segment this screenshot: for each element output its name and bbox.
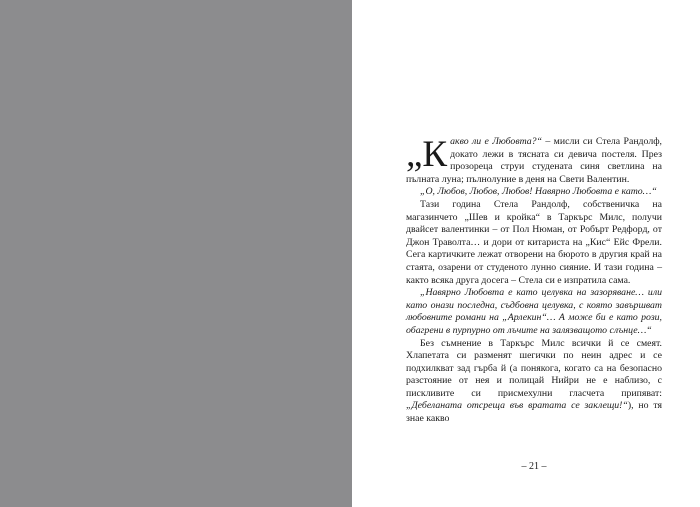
page-number: – 21 – (521, 461, 547, 472)
body-text (406, 136, 662, 426)
paragraph-opening (406, 136, 662, 186)
paragraph-4: „Навярно Любовта е като целувка на зазоряване… или като онази последна, съдбовна целувка, с която завършват любовните романи на „Арлекин“… А може би е като рози, обагрени в пурпурно от лъчите на залязващото слънце…“ (406, 287, 662, 336)
opening-quote: акво ли е Любовта?“ (450, 136, 543, 147)
paragraph-3: Тази година Стела Рандолф, собственичка на магазинчето „Шев и кройка“ в Таркърс Милс, получи двайсет валентинки – от Пол Нюман, от Робърт Редфорд, от Джон Траволта… и дори от китариста на „Кис“ Ейс Фрели. Сега картичките лежат отворени на бюрото в другия край на стаята, озарени от студеното лунно сияние. И тази година – както всяка друга досега – Стела си е изпратила сама. (406, 198, 662, 286)
paragraph-5-end: ), но тя знае какво (406, 400, 662, 425)
drop-cap: „К (406, 134, 448, 175)
paragraph-5-start: Без съмнение в Таркърс Милс всички й се смеят. Хлапетата си разменят шегички по неин адрес и се подхилкват зад гърба й (а понякога, когато са на безопасно разстояние от нея и полицай Нийри не е наблизо, с пискливите си присмехулни гласчета припяват: (406, 337, 662, 399)
paragraph-5-italic: „Дебеланата отсреща във вратата се заклещи!“ (406, 400, 628, 412)
opening-text: – мисли си Стела Рандолф, докато лежи в тясната си девича постеля. През прозореца струи студената синя светлина на пълната луна; пълнолуние в деня на Свети Валентин. (406, 136, 663, 185)
paragraph-5 (406, 338, 662, 426)
paragraph-2: „О, Любов, Любов, Любов! Навярно Любовта е като…“ (420, 186, 657, 198)
right-page (352, 0, 700, 507)
